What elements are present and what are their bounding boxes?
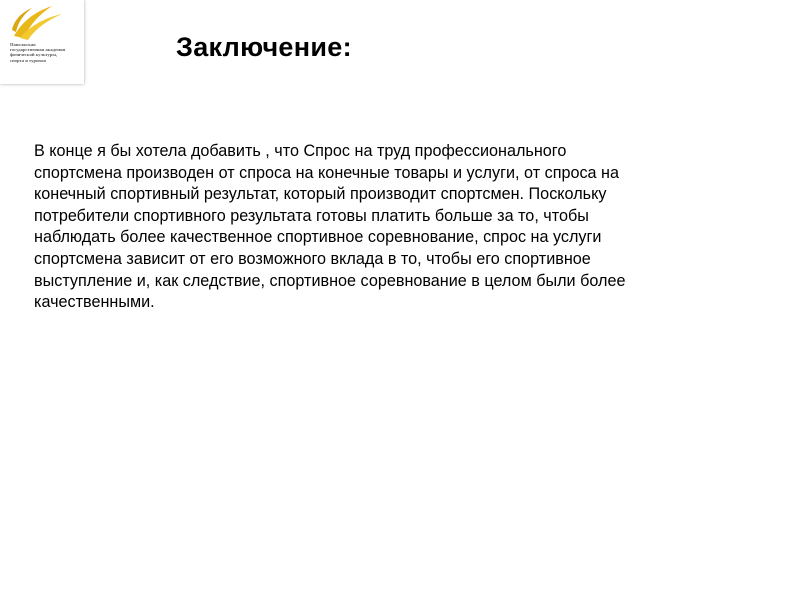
- academy-name: Поволжская государственная академия физической культуры, спорта и туризма: [10, 42, 66, 63]
- conclusion-paragraph: В конце я бы хотела добавить , что Спрос на труд профессионального спортсмена производен от спроса на конечные товары и услуги, от спроса на конечный спортивный результат, который производит спортсмен. Поскольку потребители спортивного результата готовы платить больше за то, чтобы наблюдать более качественное спортивное соревнование, спрос на услуги спортсмена зависит от его возможного вклада в то, чтобы его спортивное выступление и, как следствие, спортивное соревнование в целом были более качественными.: [34, 142, 626, 312]
- slide-title: Заключение:: [176, 32, 352, 62]
- academy-logo: [0, 0, 84, 84]
